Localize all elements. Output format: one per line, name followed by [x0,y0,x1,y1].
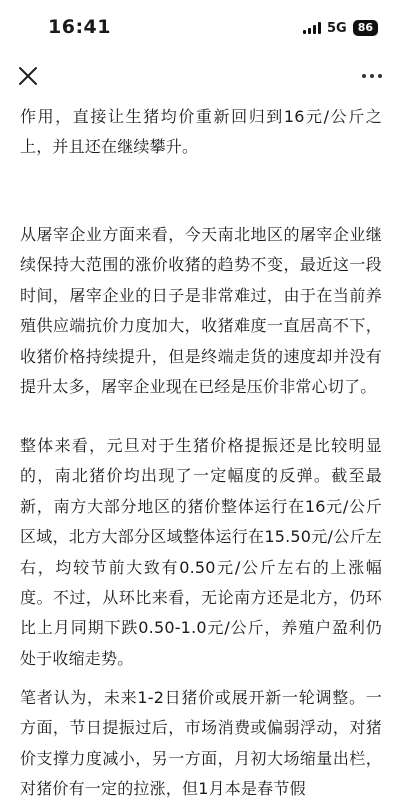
article-paragraph-3: 整体来看，元旦对于生猪价格提振还是比较明显的，南北猪价均出现了一定幅度的反弹。截至最新，南方大部分地区的猪价整体运行在16元/公斤区域，北方大部分区域整体运行在15.50元/公斤左右，均较节前大致有0.50元/公斤左右的上涨幅度。不过，从环比来看，无论南方还是北方，仍环比上月同期下跌0.50-1.0元/公斤，养殖户盈利仍处于收缩走势。 [20,436,382,668]
close-icon[interactable] [17,65,39,87]
nav-bar [0,52,400,100]
battery-icon [353,20,378,36]
network-label: 5G [326,20,347,36]
status-time: 16:41 [48,16,111,38]
status-bar [0,0,400,52]
battery-level: 86 [357,21,373,34]
article-paragraph-2: 从屠宰企业方面来看，今天南北地区的屠宰企业继续保持大范围的涨价收猪的趋势不变，最近这一段时间，屠宰企业的日子是非常难过，由于在当前养殖供应端抗价力度加大，收猪难度一直居高不下，收猪价格持续提升，但是终端走货的速度却并没有提升太多，屠宰企业现在已经是压价非常心切了。 [20,225,382,397]
article-paragraph-4: 笔者认为，未来1-2日猪价或展开新一轮调整。一方面，节日提振过后，市场消费或偏弱浮动，对猪价支撑力度减小，另一方面，月初大场缩量出栏，对猪价有一定的拉涨，但1月本是春节假 [20,688,382,799]
more-dots-icon[interactable] [362,74,382,78]
signal-icon [303,22,321,34]
article-paragraph-1: 作用，直接让生猪均价重新回归到16元/公斤之上，并且还在继续攀升。 [20,107,382,157]
status-icons [303,20,378,36]
